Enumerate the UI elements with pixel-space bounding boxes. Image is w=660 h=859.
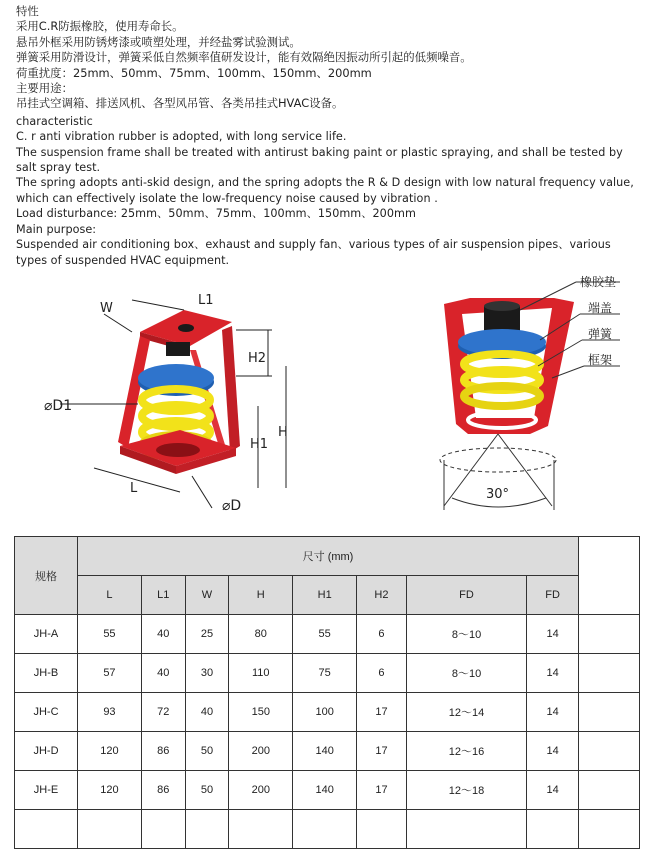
frame-right-side: [222, 326, 240, 452]
value-cell: 14: [527, 771, 579, 810]
blank-cell: [229, 810, 293, 849]
column-header: L1: [141, 576, 185, 615]
spec-table: [14, 536, 640, 849]
feature-line-cn: 悬吊外框采用防锈烤漆或喷塑处理，并经盐雾试验测试。: [16, 34, 301, 49]
dim-h1-label: H1: [250, 437, 269, 452]
table-column-row: [15, 576, 640, 615]
table-row: [15, 615, 640, 654]
dim-l1-label: L1: [198, 293, 214, 308]
value-cell: 14: [527, 693, 579, 732]
value-cell: 200: [229, 732, 293, 771]
dim-l-label: L: [130, 481, 138, 496]
model-cell: JH-C: [15, 693, 78, 732]
feature-heading-en: characteristic: [16, 114, 93, 128]
blank-cell: [579, 810, 640, 849]
value-cell: 80: [229, 615, 293, 654]
model-cell: JH-E: [15, 771, 78, 810]
rubber-pad: [166, 342, 190, 356]
swing-ellipse: [440, 448, 556, 472]
column-header: W: [185, 576, 229, 615]
angle-label: 30°: [486, 487, 510, 502]
value-cell: 8～10: [406, 654, 526, 693]
value-cell: 120: [78, 771, 142, 810]
value-cell: 140: [293, 771, 357, 810]
value-cell: 17: [357, 693, 407, 732]
part-label-rubber-pad: 橡胶垫: [580, 275, 617, 289]
dim-h2-label: H2: [248, 351, 267, 366]
value-cell: 14: [527, 615, 579, 654]
column-header: FD: [406, 576, 526, 615]
top-hole: [178, 324, 194, 332]
blank-cell: [579, 693, 640, 732]
table-row: [15, 654, 640, 693]
blank-cell: [527, 810, 579, 849]
feature-line-cn: 弹簧采用防滑设计，弹簧采低自然频率值研发设计，能有效隔绝因振动所引起的低频噪音。: [16, 50, 472, 65]
part-label-frame: 框架: [588, 353, 613, 367]
value-cell: 40: [185, 693, 229, 732]
table-row: [15, 771, 640, 810]
blank-header: [579, 537, 640, 615]
column-header: FD: [527, 576, 579, 615]
purpose-heading-en: Main purpose:: [16, 222, 97, 236]
value-cell: 40: [141, 615, 185, 654]
value-cell: 6: [357, 654, 407, 693]
value-cell: 8～10: [406, 615, 526, 654]
column-header: H: [229, 576, 293, 615]
model-cell: JH-B: [15, 654, 78, 693]
feature-line-en: The spring adopts anti-skid design, and the spring adopts the R & D design with low natural frequency value, which can effectively isolate the low-frequency noise caused by vibration .: [16, 176, 634, 205]
feature-line-cn: 采用C.R防振橡胶，使用寿命长。: [16, 19, 184, 34]
empty-row: [15, 810, 640, 849]
value-cell: 150: [229, 693, 293, 732]
blank-cell: [78, 810, 142, 849]
dim-d1-label: ⌀D1: [44, 398, 73, 414]
column-header: H1: [293, 576, 357, 615]
value-cell: 30: [185, 654, 229, 693]
model-cell: JH-A: [15, 615, 78, 654]
blank-cell: [185, 810, 229, 849]
description-text: [16, 4, 644, 268]
value-cell: 50: [185, 732, 229, 771]
purpose-line-cn: 吊挂式空调箱、排送风机、各型风吊管、各类吊挂式HVAC设备。: [16, 96, 344, 111]
size-header: 尺寸 (mm): [78, 537, 579, 576]
value-cell: 50: [185, 771, 229, 810]
purpose-line-en: Suspended air conditioning box、exhaust and supply fan、various types of air suspension pipes、various types of suspended HVAC equipment.: [16, 238, 611, 267]
product-figure: [0, 270, 660, 530]
value-cell: 14: [527, 732, 579, 771]
value-cell: 55: [78, 615, 142, 654]
model-cell: JH-D: [15, 732, 78, 771]
table-row: [15, 693, 640, 732]
part-label-spring: 弹簧: [588, 327, 613, 341]
value-cell: 100: [293, 693, 357, 732]
dim-d-label: ⌀D: [222, 498, 242, 514]
value-cell: 6: [357, 615, 407, 654]
blank-cell: [406, 810, 526, 849]
dim-h-label: H: [278, 425, 288, 440]
value-cell: 72: [141, 693, 185, 732]
blank-cell: [579, 654, 640, 693]
table-row: [15, 732, 640, 771]
purpose-heading-cn: 主要用途：: [16, 81, 73, 96]
value-cell: 55: [293, 615, 357, 654]
value-cell: 57: [78, 654, 142, 693]
value-cell: 120: [78, 732, 142, 771]
value-cell: 93: [78, 693, 142, 732]
load-line-en: Load disturbance: 25mm、50mm、75mm、100mm、150mm、200mm: [16, 207, 416, 221]
value-cell: 25: [185, 615, 229, 654]
blank-cell: [141, 810, 185, 849]
hanger-drawing-left: [44, 293, 288, 514]
value-cell: 86: [141, 771, 185, 810]
value-cell: 14: [527, 654, 579, 693]
feature-heading-cn: 特性: [16, 4, 39, 18]
value-cell: 75: [293, 654, 357, 693]
hanger-drawing-right: [440, 274, 620, 510]
value-cell: 86: [141, 732, 185, 771]
value-cell: 200: [229, 771, 293, 810]
value-cell: 140: [293, 732, 357, 771]
blank-cell: [357, 810, 407, 849]
blank-cell: [579, 615, 640, 654]
value-cell: 12～14: [406, 693, 526, 732]
load-line-cn: 荷重扰度：25mm、50mm、75mm、100mm、150mm、200mm: [16, 65, 372, 80]
table-body: [15, 615, 640, 849]
dim-w-label: W: [100, 301, 113, 316]
model-header: 规格: [15, 537, 78, 615]
value-cell: 12～16: [406, 732, 526, 771]
value-cell: 12～18: [406, 771, 526, 810]
feature-line-en: The suspension frame shall be treated with antirust baking paint or plastic spraying, and shall be tested by salt spray test.: [16, 145, 623, 175]
feature-line-en: C. r anti vibration rubber is adopted, with long service life.: [16, 130, 347, 144]
value-cell: 110: [229, 654, 293, 693]
part-label-end-cap: 端盖: [588, 301, 613, 315]
table-header-row: [15, 537, 640, 576]
blank-cell: [15, 810, 78, 849]
blank-cell: [579, 771, 640, 810]
blank-cell: [579, 732, 640, 771]
blank-cell: [293, 810, 357, 849]
value-cell: 17: [357, 771, 407, 810]
value-cell: 40: [141, 654, 185, 693]
column-header: L: [78, 576, 142, 615]
value-cell: 17: [357, 732, 407, 771]
column-header: H2: [357, 576, 407, 615]
